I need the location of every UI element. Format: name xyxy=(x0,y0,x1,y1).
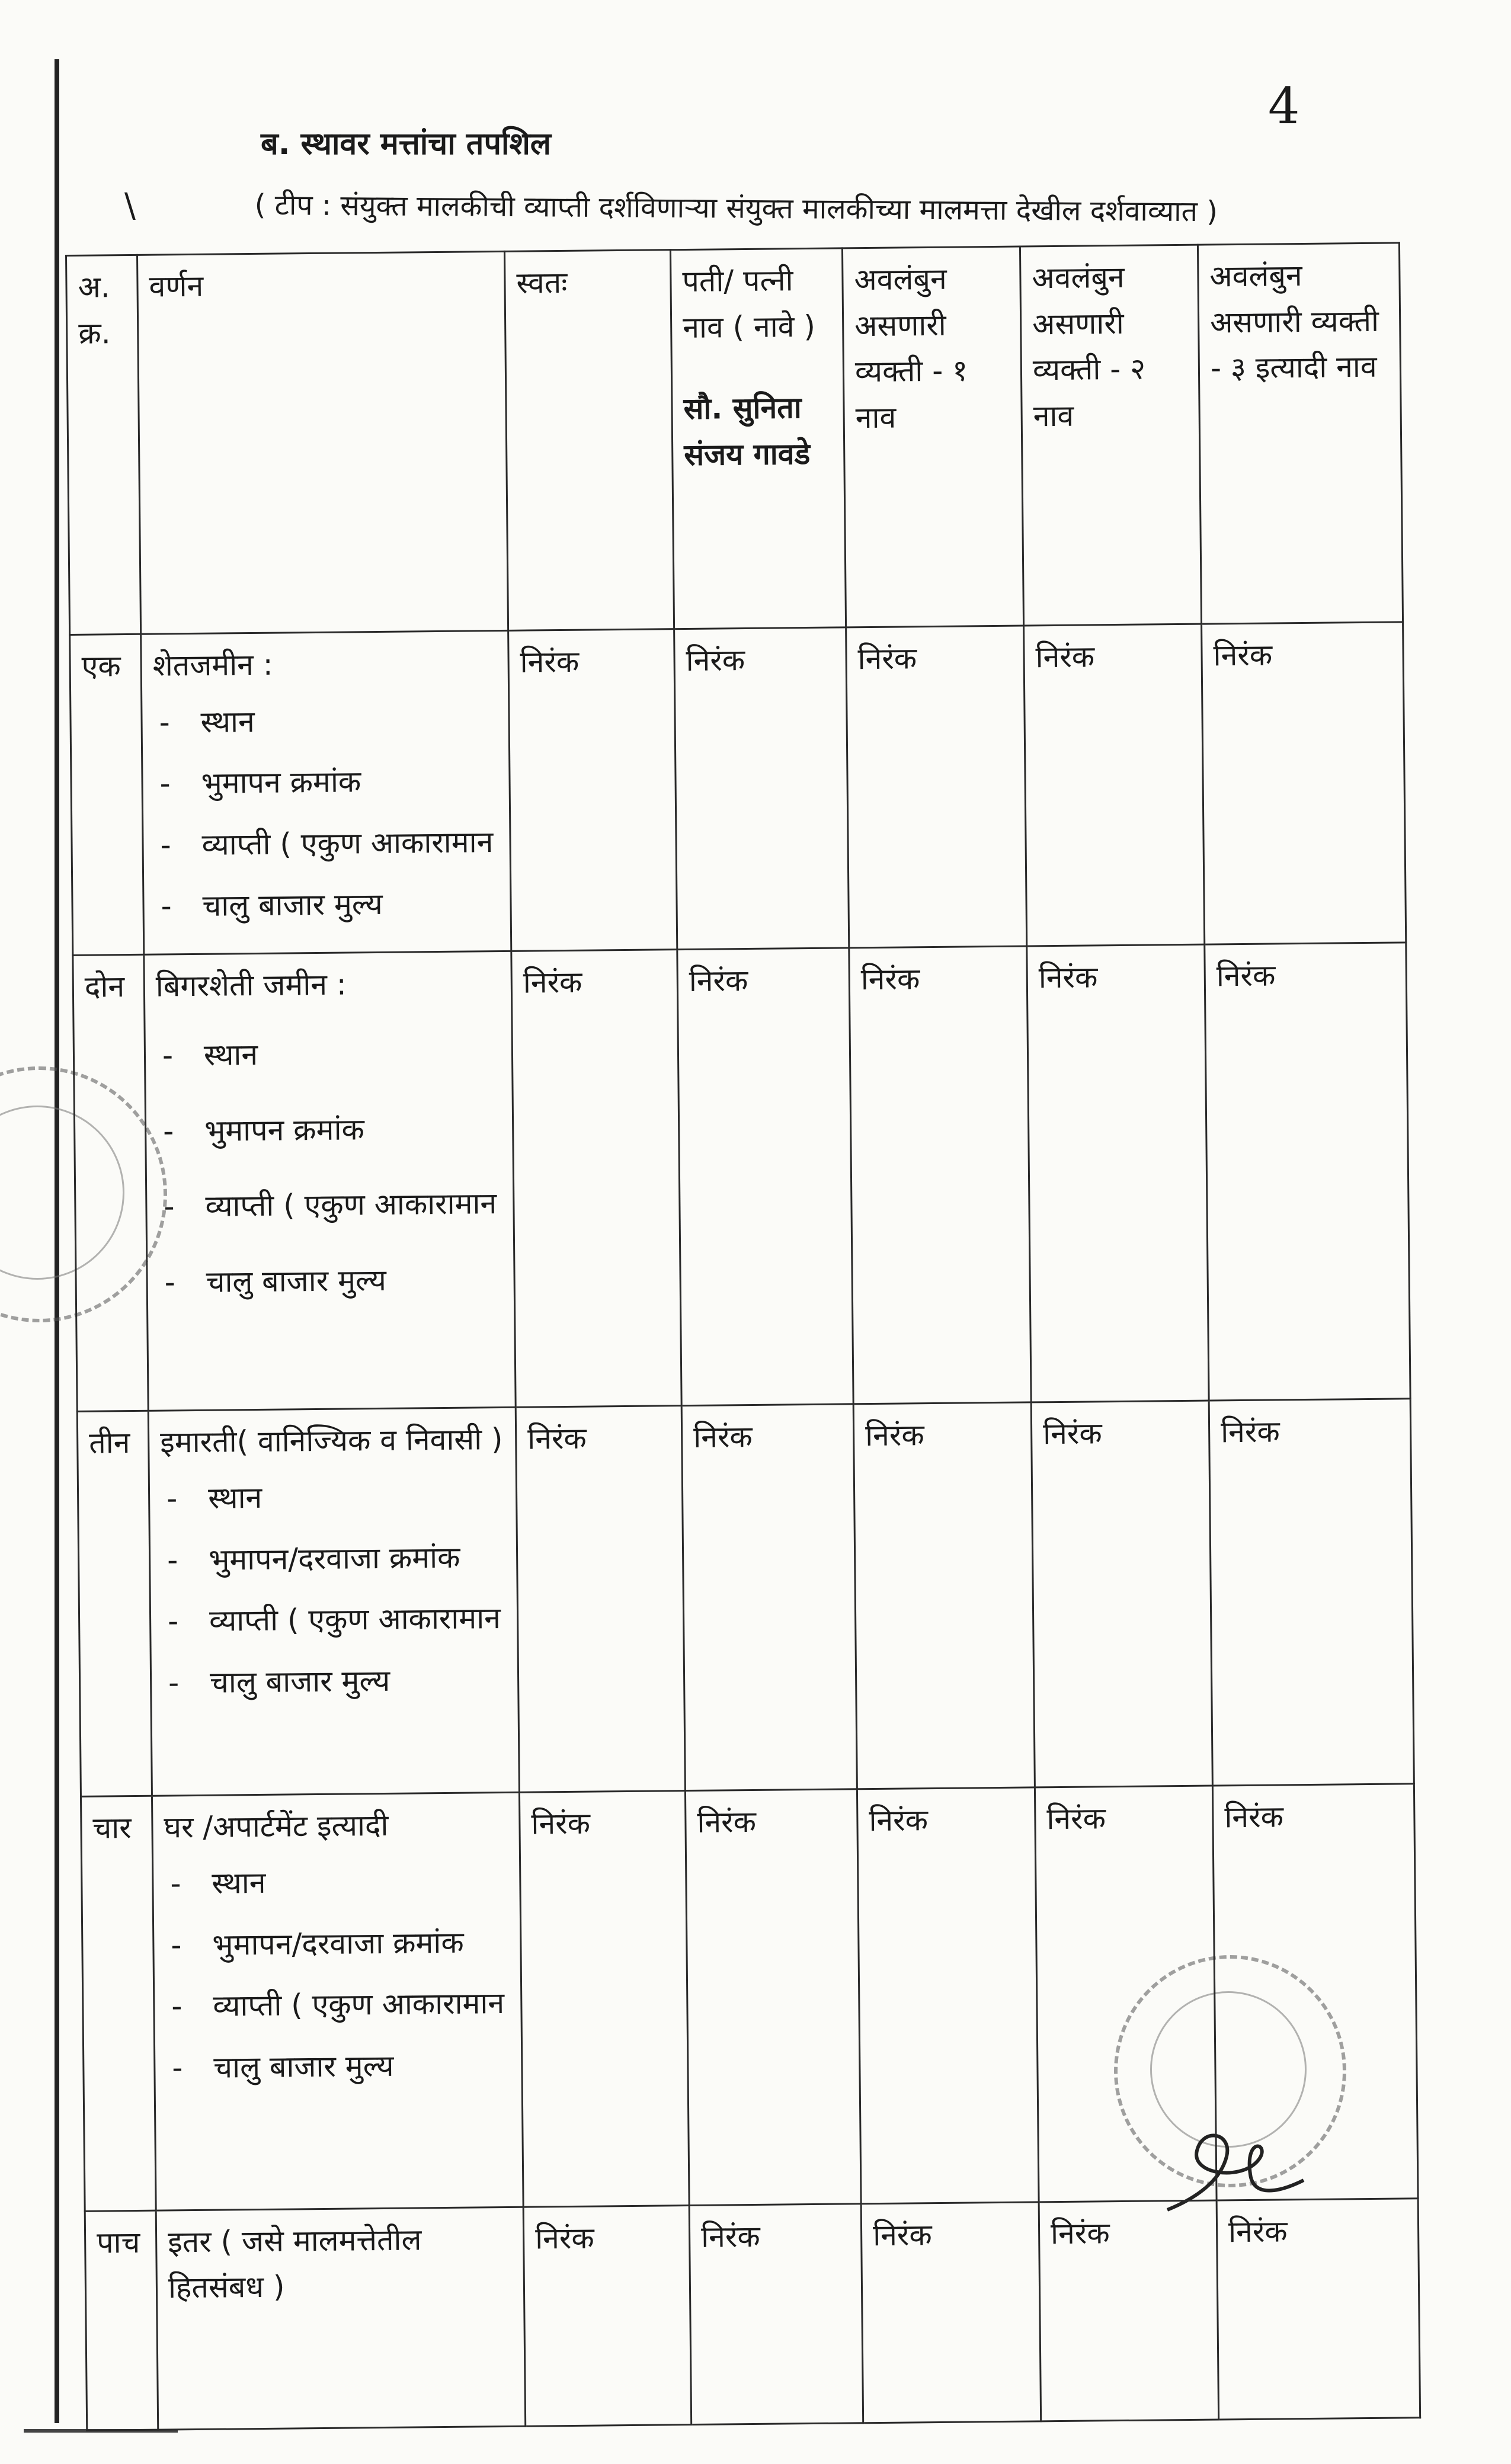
list-item: - चालु बाजार मुल्य xyxy=(213,2042,511,2090)
value-spouse: निरंक xyxy=(681,1404,857,1790)
value-dependent-2: निरंक xyxy=(1024,624,1205,946)
list-item: - भुमापन/दरवाजा क्रमांक xyxy=(209,1534,506,1582)
list-item: - भुमापन/दरवाजा क्रमांक xyxy=(212,1919,510,1968)
note-text: ( टीप : संयुक्त मालकीची व्याप्ती दर्शविणाऱ्या संयुक्त मालकीच्या मालमत्ता देखील दर्शवाव्यात ) xyxy=(254,188,1218,229)
header-row xyxy=(66,243,1403,635)
list-item: - स्थान xyxy=(204,1030,501,1078)
row-serial: एक xyxy=(70,634,144,955)
list-item: - व्याप्ती ( एकुण आकारामान xyxy=(201,819,499,868)
value-self: निरंक xyxy=(508,629,677,951)
list-item: - स्थान xyxy=(212,1858,509,1907)
value-dependent-3: निरंक xyxy=(1209,1398,1414,1785)
list-item: - स्थान xyxy=(200,697,498,745)
col-header-spouse-label: पती/ पत्नी नाव ( नावे ) xyxy=(682,263,816,345)
immovable-assets-table xyxy=(65,242,1421,2431)
value-spouse: निरंक xyxy=(674,627,849,949)
value-self: निरंक xyxy=(523,2205,692,2426)
page-number: 4 xyxy=(1268,77,1300,135)
table-row xyxy=(85,2198,1420,2430)
row-title: इमारती( वानिज्यिक व निवासी ) xyxy=(159,1421,503,1460)
row-description xyxy=(152,1792,523,2210)
row-description xyxy=(144,951,516,1411)
value-dependent-2: निरंक xyxy=(1027,944,1209,1402)
row-title: घर /अपार्टमेंट इत्यादी xyxy=(164,1808,389,1845)
row-title: शेतजमीन : xyxy=(152,647,273,683)
tick-mark: \ xyxy=(124,187,136,225)
value-dependent-3: निरंक xyxy=(1205,942,1410,1400)
value-spouse: निरंक xyxy=(685,1789,861,2205)
col-header-dependent-1: अवलंबुन असणारी व्यक्ती - १ नाव xyxy=(842,246,1023,627)
table-row xyxy=(73,942,1410,1411)
row-description xyxy=(156,2207,526,2430)
value-dependent-3: निरंक xyxy=(1212,1783,1418,2200)
value-spouse: निरंक xyxy=(677,947,853,1405)
value-spouse: निरंक xyxy=(689,2203,863,2424)
col-header-self: स्वतः xyxy=(504,250,674,631)
table-row xyxy=(77,1398,1414,1796)
row-description xyxy=(141,630,511,954)
list-item: - चालु बाजार मुल्य xyxy=(210,1656,507,1705)
row-description xyxy=(148,1407,519,1796)
row-title: इतर ( जसे मालमत्तेतील हितसंबध ) xyxy=(167,2222,422,2305)
row-serial: तीन xyxy=(77,1411,152,1796)
list-item: - भुमापन क्रमांक xyxy=(204,1106,502,1154)
list-item: - व्याप्ती ( एकुण आकारामान xyxy=(205,1181,502,1229)
value-dependent-2: निरंक xyxy=(1035,1786,1217,2202)
value-dependent-1: निरंक xyxy=(849,946,1031,1404)
value-dependent-2: निरंक xyxy=(1039,2200,1219,2421)
row-serial: पाच xyxy=(85,2210,158,2430)
row-serial: दोन xyxy=(73,954,148,1411)
list-item: - स्थान xyxy=(208,1473,505,1521)
table-row xyxy=(70,622,1406,955)
value-self: निरंक xyxy=(519,1790,689,2207)
col-header-dependent-3: अवलंबुन असणारी व्यक्ती - ३ इत्यादी नाव xyxy=(1198,243,1403,624)
col-header-dependent-2: अवलंबुन असणारी व्यक्ती - २ नाव xyxy=(1020,245,1201,626)
value-dependent-1: निरंक xyxy=(861,2202,1041,2423)
list-item: - व्याप्ती ( एकुण आकारामान xyxy=(209,1595,507,1644)
spouse-name: सौ. सुनिता संजय गावडे xyxy=(683,390,811,472)
value-dependent-3: निरंक xyxy=(1217,2198,1420,2419)
col-header-description: वर्णन xyxy=(137,251,508,634)
col-header-serial: अ. क्र. xyxy=(66,255,141,635)
list-item: - चालु बाजार मुल्य xyxy=(206,1256,503,1305)
value-self: निरंक xyxy=(511,949,681,1407)
value-dependent-1: निरंक xyxy=(846,626,1027,947)
col-header-spouse xyxy=(670,248,846,629)
value-dependent-3: निरंक xyxy=(1202,622,1406,944)
value-dependent-1: निरंक xyxy=(857,1787,1039,2203)
value-self: निरंक xyxy=(516,1405,685,1792)
list-item: - चालु बाजार मुल्य xyxy=(202,880,500,929)
row-serial: चार xyxy=(81,1796,156,2211)
value-dependent-1: निरंक xyxy=(853,1402,1035,1789)
table-row xyxy=(81,1783,1418,2211)
list-item: - भुमापन क्रमांक xyxy=(201,758,498,806)
row-title: बिगरशेती जमीन : xyxy=(155,967,347,1004)
value-dependent-2: निरंक xyxy=(1031,1401,1212,1787)
section-title: ब. स्थावर मत्तांचा तपशिल xyxy=(261,126,552,162)
list-item: - व्याप्ती ( एकुण आकारामान xyxy=(213,1981,510,2029)
